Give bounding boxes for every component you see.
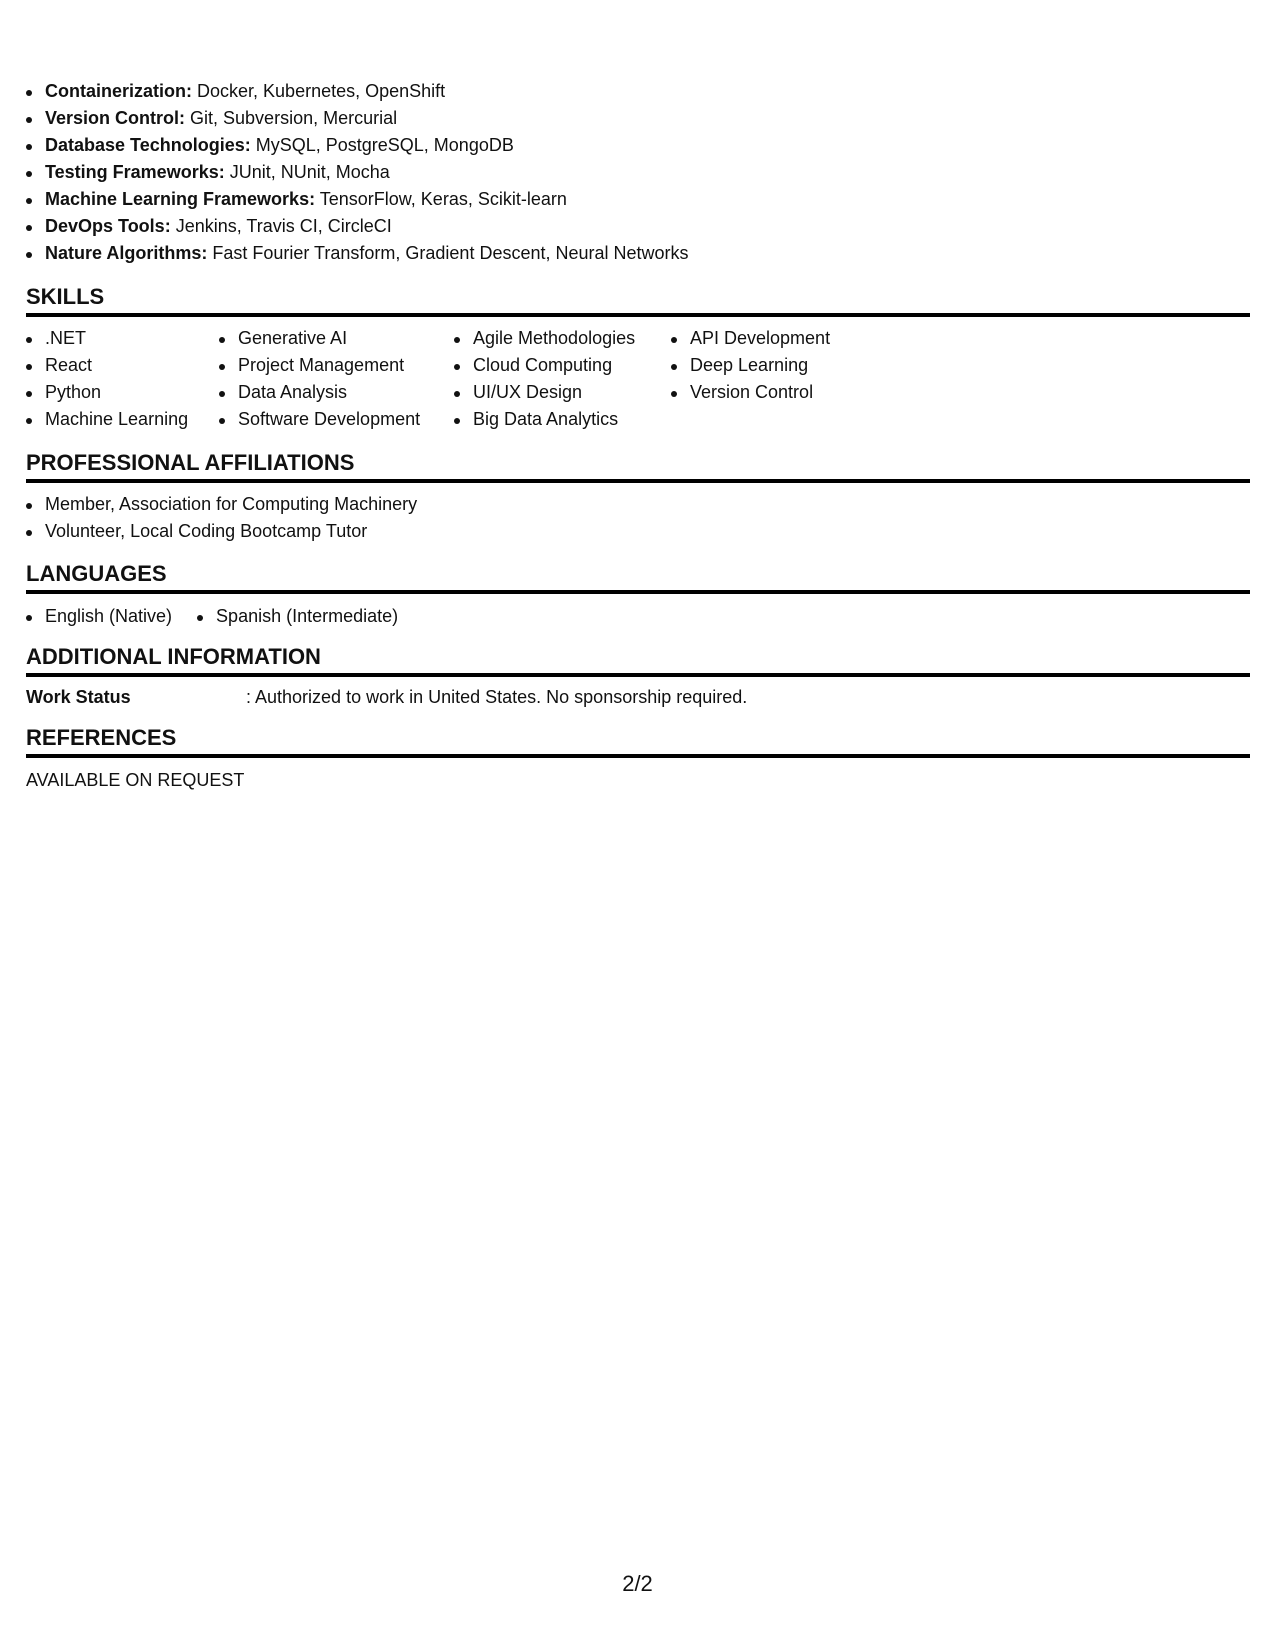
list-item [26, 132, 689, 159]
references-heading: REFERENCES [26, 724, 1250, 758]
tech-category-label: Testing Frameworks: [45, 162, 225, 182]
list-item: English (Native) [26, 603, 172, 630]
tech-category-label: Machine Learning Frameworks: [45, 189, 316, 209]
list-item: Member, Association for Computing Machinery [26, 491, 417, 518]
skill-item: .NET [26, 325, 219, 352]
skill-item: Software Development [219, 406, 454, 433]
skills-column [219, 325, 454, 433]
skill-item: Version Control [671, 379, 871, 406]
list-item [26, 213, 689, 240]
tech-category-value: Jenkins, Travis CI, CircleCI [175, 216, 392, 236]
tech-category-value: Docker, Kubernetes, OpenShift [197, 81, 446, 101]
skill-item: Python [26, 379, 219, 406]
skill-item: Deep Learning [671, 352, 871, 379]
tech-category-value: TensorFlow, Keras, Scikit-learn [319, 189, 567, 209]
skill-item: UI/UX Design [454, 379, 671, 406]
affiliations-list [26, 491, 417, 545]
skill-item: Cloud Computing [454, 352, 671, 379]
languages-heading: LANGUAGES [26, 560, 1250, 594]
skills-column [671, 325, 871, 433]
page-number: 2/2 [622, 1571, 653, 1596]
skill-item: React [26, 352, 219, 379]
tech-category-value: Git, Subversion, Mercurial [190, 108, 398, 128]
work-status-value: : Authorized to work in United States. No sponsorship required. [246, 687, 748, 707]
list-item: Spanish (Intermediate) [197, 603, 398, 630]
technical-skills-list [26, 78, 689, 267]
affiliations-heading: PROFESSIONAL AFFILIATIONS [26, 449, 1250, 483]
tech-category-label: Database Technologies: [45, 135, 251, 155]
tech-category-value: JUnit, NUnit, Mocha [229, 162, 390, 182]
tech-category-label: Containerization: [45, 81, 192, 101]
skill-item: Project Management [219, 352, 454, 379]
languages-list [26, 603, 423, 630]
list-item [26, 78, 689, 105]
skill-item: Agile Methodologies [454, 325, 671, 352]
tech-category-value: MySQL, PostgreSQL, MongoDB [255, 135, 514, 155]
skill-item: API Development [671, 325, 871, 352]
skill-item: Data Analysis [219, 379, 454, 406]
list-item: Volunteer, Local Coding Bootcamp Tutor [26, 518, 417, 545]
tech-category-label: DevOps Tools: [45, 216, 171, 236]
skill-item: Machine Learning [26, 406, 219, 433]
work-status-row [26, 685, 747, 709]
list-item [26, 186, 689, 213]
tech-category-value: Fast Fourier Transform, Gradient Descent, Neural Networks [212, 243, 689, 263]
tech-category-label: Version Control: [45, 108, 186, 128]
list-item [26, 105, 689, 132]
list-item [26, 240, 689, 267]
skill-item: Big Data Analytics [454, 406, 671, 433]
skills-column [454, 325, 671, 433]
tech-category-label: Nature Algorithms: [45, 243, 208, 263]
skills-heading: SKILLS [26, 283, 1250, 317]
skills-column [26, 325, 219, 433]
list-item [26, 159, 689, 186]
additional-info-heading: ADDITIONAL INFORMATION [26, 643, 1250, 677]
work-status-label: Work Status [26, 687, 131, 707]
skill-item: Generative AI [219, 325, 454, 352]
skills-grid [26, 325, 871, 433]
references-text: AVAILABLE ON REQUEST [26, 770, 245, 790]
